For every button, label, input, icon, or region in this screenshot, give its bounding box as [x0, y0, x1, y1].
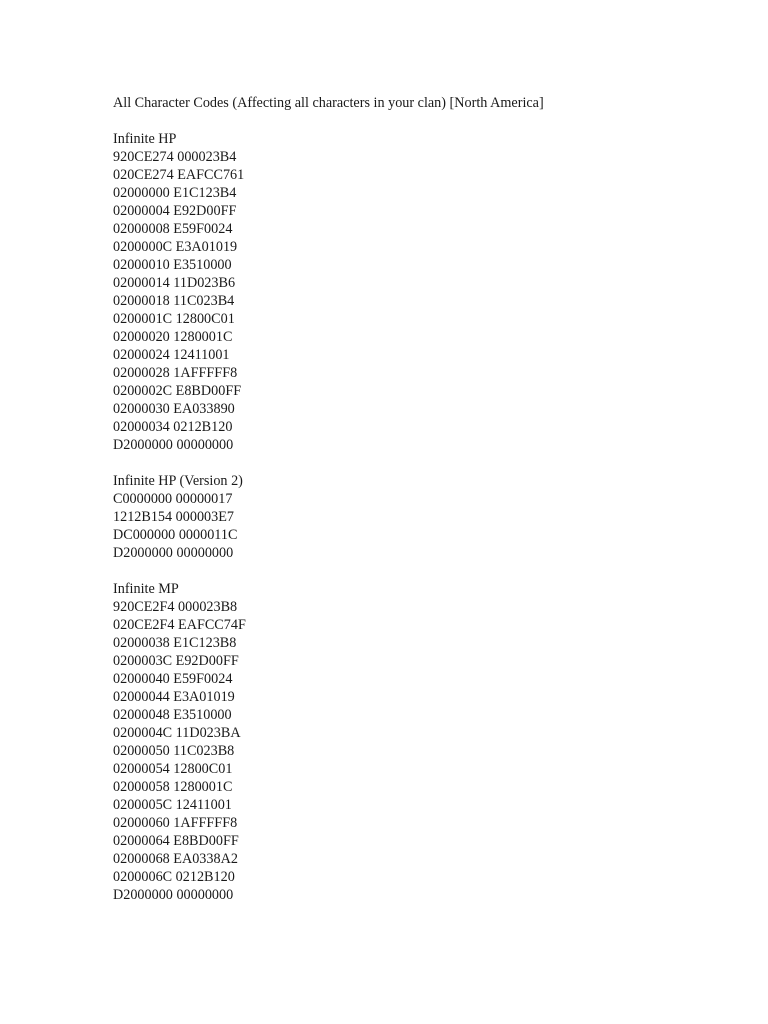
code-line: 02000050 11C023B8 — [113, 743, 235, 759]
code-line: 0200003C E92D00FF — [113, 653, 239, 669]
code-line: 02000028 1AFFFFF8 — [113, 365, 238, 381]
section-heading: Infinite HP (Version 2) — [113, 473, 243, 489]
code-line: 920CE2F4 000023B8 — [113, 599, 238, 615]
code-line: 0200006C 0212B120 — [113, 869, 235, 885]
code-line: 02000048 E3510000 — [113, 707, 232, 723]
code-line: 02000008 E59F0024 — [113, 221, 233, 237]
code-line: 920CE274 000023B4 — [113, 149, 237, 165]
code-section-infinite-mp — [113, 580, 733, 904]
code-line: 0200004C 11D023BA — [113, 725, 241, 741]
code-section-infinite-hp-v2 — [113, 472, 733, 562]
document-page — [113, 94, 733, 904]
code-line: 0200000C E3A01019 — [113, 239, 238, 255]
code-line: 0200002C E8BD00FF — [113, 383, 242, 399]
code-line: DC000000 0000011C — [113, 527, 238, 543]
code-line: 02000004 E92D00FF — [113, 203, 237, 219]
code-line: 0200005C 12411001 — [113, 797, 232, 813]
code-line: 02000064 E8BD00FF — [113, 833, 239, 849]
code-section-infinite-hp — [113, 130, 733, 454]
code-line: 0200001C 12800C01 — [113, 311, 235, 327]
code-line: 02000040 E59F0024 — [113, 671, 233, 687]
code-line: 02000044 E3A01019 — [113, 689, 235, 705]
code-line: 02000058 1280001C — [113, 779, 233, 795]
code-line: 02000034 0212B120 — [113, 419, 233, 435]
code-line: 02000014 11D023B6 — [113, 275, 236, 291]
code-line: 02000060 1AFFFFF8 — [113, 815, 238, 831]
code-line: 02000020 1280001C — [113, 329, 233, 345]
code-line: 02000010 E3510000 — [113, 257, 232, 273]
code-line: 020CE274 EAFCC761 — [113, 167, 245, 183]
code-line: D2000000 00000000 — [113, 887, 234, 903]
code-line: 020CE2F4 EAFCC74F — [113, 617, 246, 633]
code-line: 02000030 EA033890 — [113, 401, 235, 417]
code-line: 02000068 EA0338A2 — [113, 851, 238, 867]
code-line: 1212B154 000003E7 — [113, 509, 234, 525]
code-line: 02000000 E1C123B4 — [113, 185, 237, 201]
code-line: 02000024 12411001 — [113, 347, 230, 363]
code-line: 02000054 12800C01 — [113, 761, 233, 777]
code-line: D2000000 00000000 — [113, 545, 234, 561]
code-line: C0000000 00000017 — [113, 491, 233, 507]
section-heading: Infinite HP — [113, 131, 177, 147]
code-line: 02000018 11C023B4 — [113, 293, 235, 309]
code-line: D2000000 00000000 — [113, 437, 234, 453]
section-heading: Infinite MP — [113, 581, 179, 597]
code-line: 02000038 E1C123B8 — [113, 635, 237, 651]
document-title: All Character Codes (Affecting all characters in your clan) [North America] — [113, 95, 544, 111]
